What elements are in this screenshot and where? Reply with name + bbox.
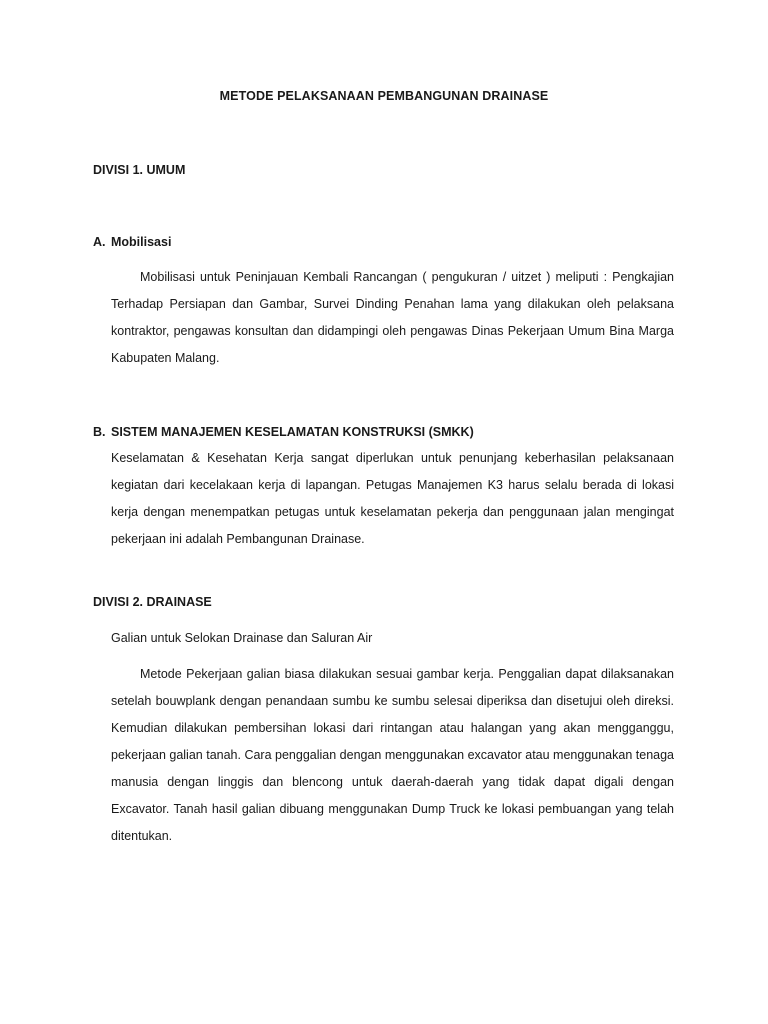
divisi-2-subheading: Galian untuk Selokan Drainase dan Saluran Air	[111, 631, 373, 645]
section-b-letter: B.	[93, 425, 106, 439]
section-a-letter: A.	[93, 235, 106, 249]
section-b-title: SISTEM MANAJEMEN KESELAMATAN KONSTRUKSI (SMKK)	[111, 425, 474, 439]
divisi-1-heading: DIVISI 1. UMUM	[93, 163, 186, 177]
divisi-2-heading: DIVISI 2. DRAINASE	[93, 595, 212, 609]
document-title: METODE PELAKSANAAN PEMBANGUNAN DRAINASE	[219, 89, 549, 103]
section-a-title: Mobilisasi	[111, 235, 172, 249]
section-b-heading	[93, 425, 474, 439]
section-a-heading	[93, 235, 171, 249]
section-a-body: Mobilisasi untuk Peninjauan Kembali Rancangan ( pengukuran / uitzet ) meliputi : Pengkajian Terhadap Persiapan dan Gambar, Survei Dinding Penahan lama yang dilakukan oleh pelaksana kontraktor, pengawas konsultan dan didampingi oleh pengawas Dinas Pekerjaan Umum Bina Marga Kabupaten Malang.	[111, 270, 674, 365]
divisi-2-body: Metode Pekerjaan galian biasa dilakukan sesuai gambar kerja. Penggalian dapat dilaksanakan setelah bouwplank dengan penandaan sumbu ke sumbu selesai diperiksa dan disetujui oleh direksi. Kemudian dilakukan pembersihan lokasi dari rintangan atau halangan yang akan mengganggu, pekerjaan galian tanah. Cara penggalian dengan menggunakan excavator atau menggunakan tenaga manusia dengan linggis dan blencong untuk daerah-daerah yang tidak dapat digali dengan Excavator. Tanah hasil galian dibuang menggunakan Dump Truck ke lokasi pembuangan yang telah ditentukan.	[111, 667, 674, 843]
section-b-body: Keselamatan & Kesehatan Kerja sangat diperlukan untuk penunjang keberhasilan pelaksanaan kegiatan dari kecelakaan kerja di lapangan. Petugas Manajemen K3 harus selalu berada di lokasi kerja dengan menempatkan petugas untuk keselamatan pekerja dan penggunaan jalan mengingat pekerjaan ini adalah Pembangunan Drainase.	[111, 451, 674, 546]
